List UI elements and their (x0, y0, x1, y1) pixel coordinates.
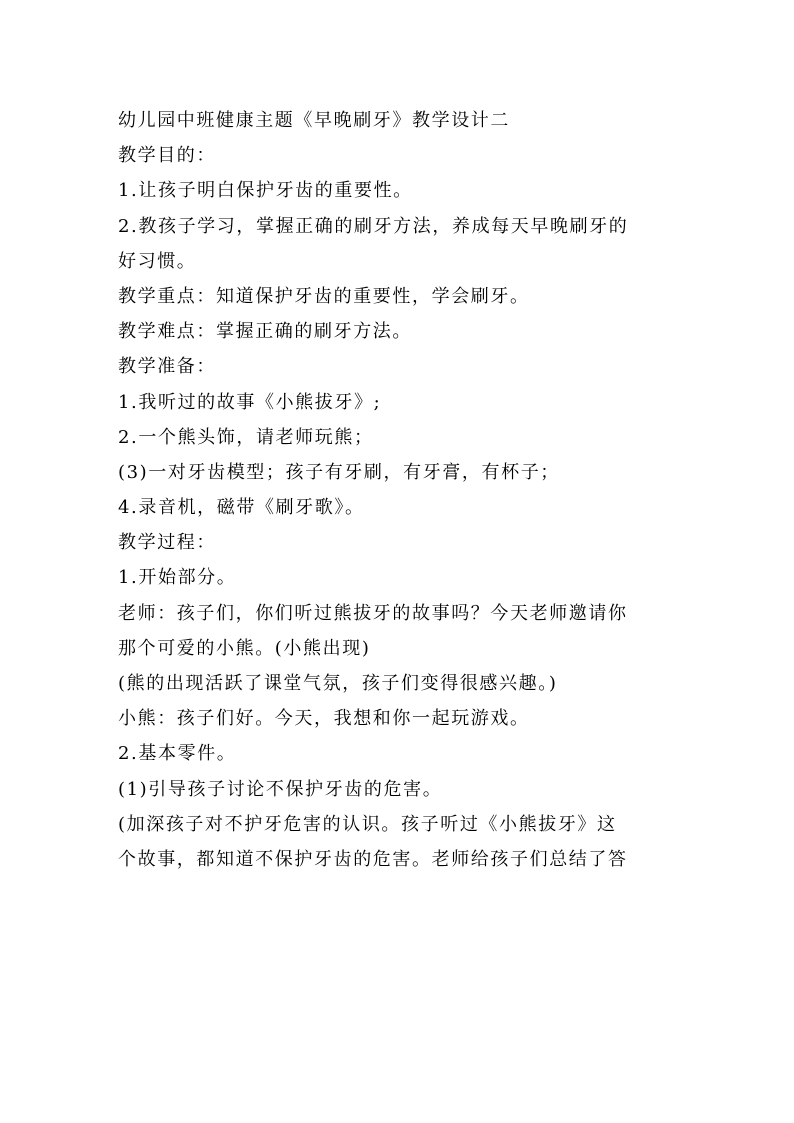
paragraph-key-points: 教学重点：知道保护牙齿的重要性，学会刷牙。 (118, 285, 530, 307)
paragraph: 小熊：孩子们好。今天，我想和你一起玩游戏。 (118, 708, 530, 730)
paragraph: (3)一对牙齿模型；孩子有牙刷，有牙膏，有杯子； (118, 461, 560, 483)
document-body (118, 103, 688, 877)
paragraph: 4.录音机，磁带《刷牙歌》。 (118, 497, 365, 519)
document-title: 幼儿园中班健康主题《早晚刷牙》教学设计二 (118, 110, 510, 131)
paragraph: 好习惯。 (118, 250, 197, 272)
section-heading-objectives: 教学目的： (118, 145, 216, 167)
paragraph: 2.教孩子学习，掌握正确的刷牙方法，养成每天早晚刷牙的 (118, 215, 629, 237)
paragraph-difficulties: 教学难点：掌握正确的刷牙方法。 (118, 321, 412, 343)
paragraph: 老师：孩子们，你们听过熊拔牙的故事吗？今天老师邀请你 (118, 602, 628, 624)
section-heading-process: 教学过程： (118, 532, 216, 554)
paragraph: 2.一个熊头饰，请老师玩熊； (118, 426, 374, 448)
section-heading-preparation: 教学准备： (118, 356, 216, 378)
paragraph: 2.基本零件。 (118, 743, 237, 765)
paragraph: (熊的出现活跃了课堂气氛，孩子们变得很感兴趣。) (118, 673, 558, 694)
paragraph: 那个可爱的小熊。(小熊出现) (118, 637, 371, 659)
paragraph: 1.我听过的故事《小熊拔牙》; (118, 391, 382, 413)
paragraph: 1.让孩子明白保护牙齿的重要性。 (118, 180, 413, 202)
paragraph: (加深孩子对不护牙危害的认识。孩子听过《小熊拔牙》这 (118, 813, 617, 835)
paragraph: 1.开始部分。 (118, 567, 237, 589)
paragraph: (1)引导孩子讨论不保护牙齿的危害。 (118, 778, 443, 800)
paragraph: 个故事，都知道不保护牙齿的危害。老师给孩子们总结了答 (118, 848, 628, 870)
